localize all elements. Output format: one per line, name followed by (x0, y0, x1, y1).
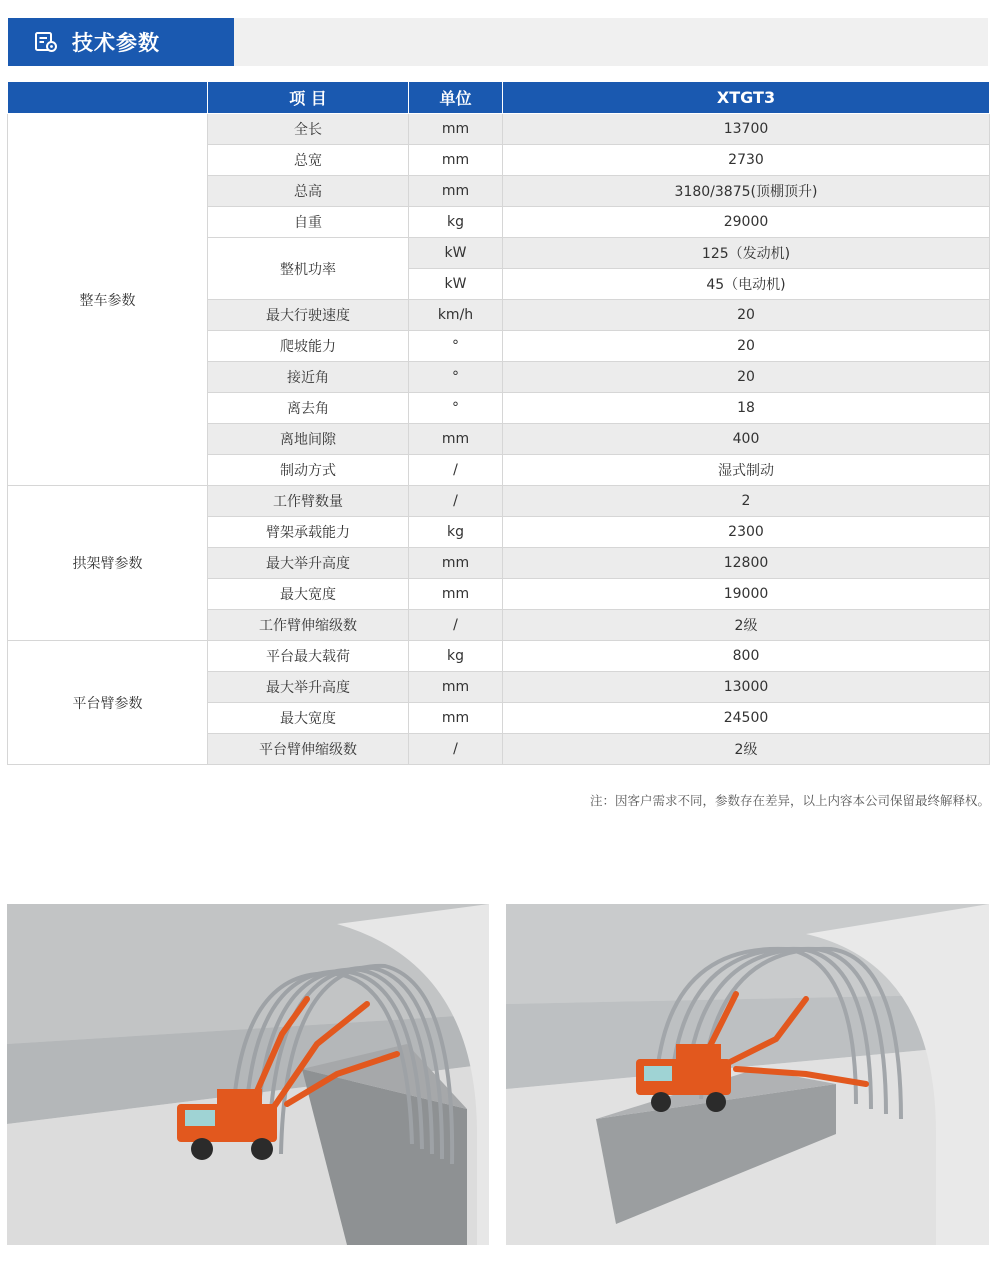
item-cell: 臂架承载能力 (208, 517, 409, 548)
item-cell: 全长 (208, 114, 409, 145)
unit-cell: / (409, 610, 503, 641)
section-title: 技术参数 (72, 31, 160, 55)
item-cell: 整机功率 (208, 238, 409, 300)
item-cell: 离去角 (208, 393, 409, 424)
item-cell: 最大行驶速度 (208, 300, 409, 331)
header-blank-cell (8, 82, 208, 114)
unit-cell: kg (409, 641, 503, 672)
item-cell: 最大宽度 (208, 703, 409, 734)
value-cell: 2级 (503, 734, 990, 765)
disclaimer-note: 注：因客户需求不同，参数存在差异，以上内容本公司保留最终解释权。 (589, 793, 990, 808)
value-cell: 45（电动机) (503, 269, 990, 300)
header-model: XTGT3 (503, 82, 990, 114)
group-label: 拱架臂参数 (8, 486, 208, 641)
section-header (8, 18, 234, 66)
table-row (8, 641, 990, 672)
unit-cell: mm (409, 176, 503, 207)
unit-cell: mm (409, 672, 503, 703)
unit-cell: ° (409, 331, 503, 362)
item-cell: 最大举升高度 (208, 548, 409, 579)
unit-cell: mm (409, 114, 503, 145)
unit-cell: km/h (409, 300, 503, 331)
unit-cell: mm (409, 424, 503, 455)
item-cell: 接近角 (208, 362, 409, 393)
item-cell: 自重 (208, 207, 409, 238)
spec-table (7, 81, 990, 765)
tunnel-arch-installation-scene-2 (506, 904, 989, 1245)
value-cell: 29000 (503, 207, 990, 238)
value-cell: 湿式制动 (503, 455, 990, 486)
value-cell: 20 (503, 362, 990, 393)
value-cell: 19000 (503, 579, 990, 610)
value-cell: 2730 (503, 145, 990, 176)
unit-cell: / (409, 734, 503, 765)
unit-cell: kg (409, 517, 503, 548)
header-item: 项 目 (208, 82, 409, 114)
item-cell: 总宽 (208, 145, 409, 176)
value-cell: 400 (503, 424, 990, 455)
value-cell: 24500 (503, 703, 990, 734)
value-cell: 2300 (503, 517, 990, 548)
header-unit: 单位 (409, 82, 503, 114)
value-cell: 12800 (503, 548, 990, 579)
value-cell: 800 (503, 641, 990, 672)
item-cell: 工作臂伸缩级数 (208, 610, 409, 641)
document-settings-icon (34, 30, 58, 54)
item-cell: 最大举升高度 (208, 672, 409, 703)
value-cell: 2 (503, 486, 990, 517)
unit-cell: / (409, 455, 503, 486)
value-cell: 18 (503, 393, 990, 424)
table-row (8, 486, 990, 517)
item-cell: 爬坡能力 (208, 331, 409, 362)
item-cell: 平台最大载荷 (208, 641, 409, 672)
value-cell: 20 (503, 300, 990, 331)
tunnel-scene-left (7, 904, 489, 1245)
value-cell: 3180/3875(顶棚顶升) (503, 176, 990, 207)
group-label: 平台臂参数 (8, 641, 208, 765)
unit-cell: mm (409, 145, 503, 176)
item-cell: 总高 (208, 176, 409, 207)
group-label: 整车参数 (8, 114, 208, 486)
item-cell: 制动方式 (208, 455, 409, 486)
tunnel-scene-right (506, 904, 989, 1245)
unit-cell: kg (409, 207, 503, 238)
item-cell: 平台臂伸缩级数 (208, 734, 409, 765)
unit-cell: mm (409, 548, 503, 579)
table-row (8, 114, 990, 145)
unit-cell: kW (409, 238, 503, 269)
unit-cell: kW (409, 269, 503, 300)
value-cell: 13000 (503, 672, 990, 703)
value-cell: 20 (503, 331, 990, 362)
value-cell: 125（发动机) (503, 238, 990, 269)
table-header-row (8, 82, 990, 114)
item-cell: 离地间隙 (208, 424, 409, 455)
unit-cell: mm (409, 703, 503, 734)
item-cell: 最大宽度 (208, 579, 409, 610)
unit-cell: ° (409, 362, 503, 393)
unit-cell: / (409, 486, 503, 517)
unit-cell: ° (409, 393, 503, 424)
item-cell: 工作臂数量 (208, 486, 409, 517)
tunnel-arch-installation-scene-1 (7, 904, 489, 1245)
unit-cell: mm (409, 579, 503, 610)
value-cell: 2级 (503, 610, 990, 641)
value-cell: 13700 (503, 114, 990, 145)
